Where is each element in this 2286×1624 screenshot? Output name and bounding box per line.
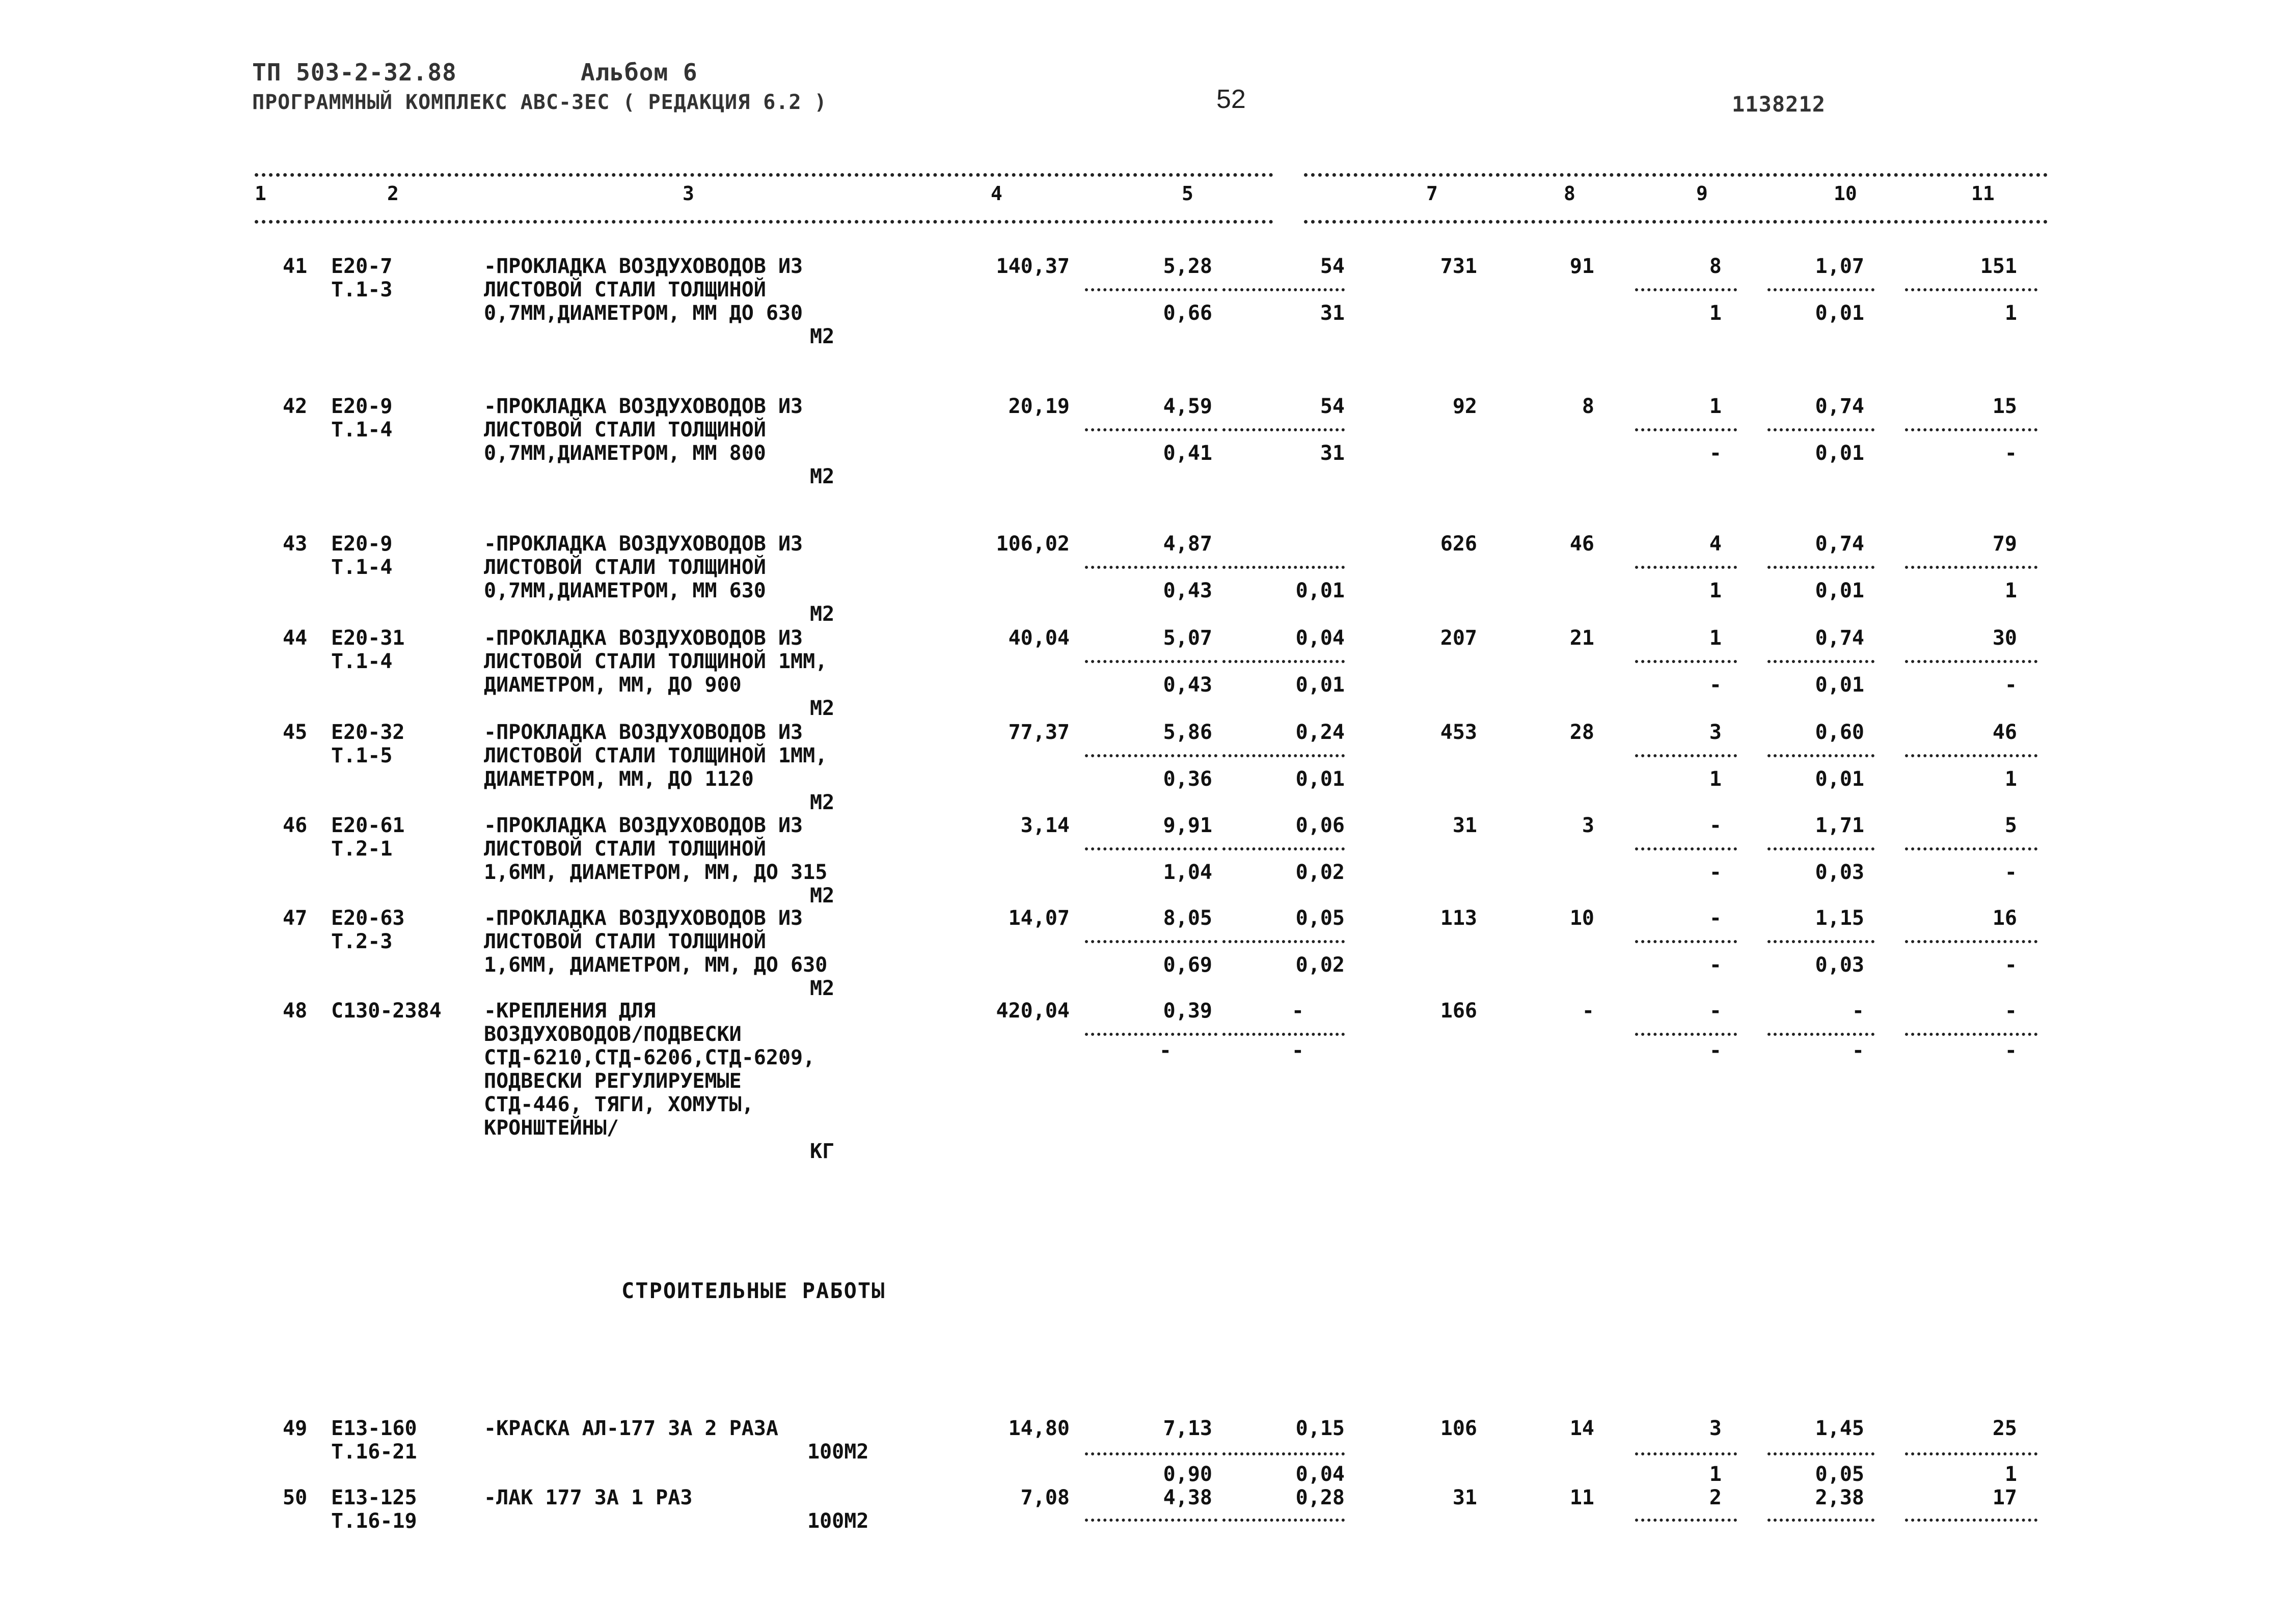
row-col5-bottom: 0,66 [1163,301,1212,325]
row-col7: 207 [1440,626,1477,650]
row-col10-top: 1,07 [1815,255,1864,278]
row-col6-bottom: 31 [1320,301,1345,325]
row-col11-divider [1905,940,2037,943]
row-col5-top: 5,86 [1163,721,1212,744]
row49-sub: Т.16-21 [331,1440,417,1464]
row-col10-divider [1767,566,1874,569]
row49-col6b: 0,04 [1295,1463,1345,1486]
row-col6-top: 54 [1320,395,1345,418]
row48-col6-divider [1222,1033,1345,1036]
row-col11-top: 46 [1992,721,2017,744]
row-col6-divider [1222,847,1345,850]
row50-col9-divider [1635,1519,1737,1522]
row-code: Е20-9 [331,532,393,556]
col-header-5: 5 [1182,182,1193,205]
row49-col9b: 1 [1709,1463,1722,1486]
row-subcode: Т.2-3 [331,930,393,953]
row-col8: 46 [1569,532,1594,556]
row49-col11b: 1 [2004,1463,2017,1486]
row-col10-divider [1767,940,1874,943]
row48-col11a: - [2004,999,2017,1023]
row-col6-bottom: 0,02 [1295,861,1345,884]
row49-col5a: 7,13 [1163,1417,1212,1440]
row-subcode: Т.1-4 [331,650,393,673]
row-col10-bottom: 0,01 [1815,673,1864,697]
album-label: Альбом 6 [581,59,698,86]
row-col11-divider [1905,428,2037,431]
row49-col10-divider [1767,1452,1874,1455]
row-desc-line1: -ПРОКЛАДКА ВОЗДУХОВОДОВ ИЗ [484,532,803,556]
row-col10-divider [1767,754,1874,757]
row-col9-top: - [1709,814,1722,837]
row-col5-top: 4,87 [1163,532,1212,556]
row-col9-bottom: - [1709,861,1722,884]
row-desc-line3: 0,7ММ,ДИАМЕТРОМ, ММ 800 [484,442,766,465]
row-col9-bottom: 1 [1709,767,1722,791]
row-col9-top: 1 [1709,626,1722,650]
row-col9-top: - [1709,906,1722,930]
row48-col6b: - [1291,1039,1304,1062]
row49-col11a: 25 [1992,1417,2017,1440]
row-col11-bottom: 1 [2004,579,2017,602]
doc-code: ТП 503-2-32.88 [252,59,457,86]
row-col7: 92 [1452,395,1477,418]
row48-number: 48 [283,999,308,1023]
row49-col5-divider [1085,1452,1217,1455]
row-col5-bottom: 0,69 [1163,953,1212,977]
row-col11-top: 151 [1980,255,2017,278]
row-desc-line1: -ПРОКЛАДКА ВОЗДУХОВОДОВ ИЗ [484,814,803,837]
row-col10-top: 0,60 [1815,721,1864,744]
row50-code: Е13-125 [331,1486,417,1509]
row-desc-line2: ЛИСТОВОЙ СТАЛИ ТОЛЩИНОЙ [484,418,766,442]
row-col9-divider [1635,660,1737,663]
row50-sub: Т.16-19 [331,1509,417,1533]
row49-col6a: 0,15 [1295,1417,1345,1440]
row50-col5-divider [1085,1519,1217,1522]
row-col7: 626 [1440,532,1477,556]
row-col5-divider [1085,288,1217,291]
row-col10-top: 0,74 [1815,395,1864,418]
row-col6-bottom: 31 [1320,442,1345,465]
page-number: 52 [1216,85,1246,114]
row49-unit: 100М2 [807,1440,869,1464]
row-col9-top: 3 [1709,721,1722,744]
row-col8: 3 [1582,814,1594,837]
row49-col7: 106 [1440,1417,1477,1440]
row50-unit: 100М2 [807,1509,869,1533]
row49-col8: 14 [1569,1417,1594,1440]
row-col6-divider [1222,660,1345,663]
row-col5-divider [1085,754,1217,757]
row50-col11a: 17 [1992,1486,2017,1509]
row-desc-line3: ДИАМЕТРОМ, ММ, ДО 1120 [484,767,754,791]
row49-desc: -КРАСКА АЛ-177 ЗА 2 РАЗА [484,1417,778,1440]
row-code: Е20-61 [331,814,405,837]
header-rule-top-right [1304,173,2048,177]
row48-col10a: - [1852,999,1864,1023]
row-col9-divider [1635,428,1737,431]
row-col6-top: 0,06 [1295,814,1345,837]
row48-col7: 166 [1440,999,1477,1023]
row-desc-line1: -ПРОКЛАДКА ВОЗДУХОВОДОВ ИЗ [484,626,803,650]
row-desc-line1: -ПРОКЛАДКА ВОЗДУХОВОДОВ ИЗ [484,721,803,744]
row-code: Е20-7 [331,255,393,278]
row-subcode: Т.1-5 [331,744,393,767]
row-col5-top: 8,05 [1163,906,1212,930]
row-col11-top: 15 [1992,395,2017,418]
row48-col11-divider [1905,1033,2037,1036]
row-unit: М2 [810,791,835,814]
row-desc-line1: -ПРОКЛАДКА ВОЗДУХОВОДОВ ИЗ [484,395,803,418]
row-col11-divider [1905,754,2037,757]
row48-col4: 420,04 [996,999,1070,1023]
row-col9-top: 8 [1709,255,1722,278]
row-col11-top: 16 [1992,906,2017,930]
row-col11-top: 5 [2004,814,2017,837]
row-desc-line2: ЛИСТОВОЙ СТАЛИ ТОЛЩИНОЙ 1ММ, [484,744,828,767]
row-col9-divider [1635,847,1737,850]
row-col9-top: 4 [1709,532,1722,556]
row-subcode: Т.2-1 [331,837,393,861]
row-code: Е20-32 [331,721,405,744]
row50-col4: 7,08 [1020,1486,1070,1509]
row-col10-bottom: 0,01 [1815,442,1864,465]
col-header-9: 9 [1696,182,1708,205]
header-rule-bottom-right [1304,220,2048,224]
row-col6-divider [1222,566,1345,569]
row48-col10-divider [1767,1033,1874,1036]
row-col6-bottom: 0,01 [1295,767,1345,791]
col-header-3: 3 [683,182,694,205]
row-unit: М2 [810,602,835,626]
row-col11-divider [1905,660,2037,663]
row-col5-bottom: 0,36 [1163,767,1212,791]
col-header-8: 8 [1564,182,1575,205]
row-col11-bottom: 1 [2004,301,2017,325]
row-col9-bottom: - [1709,673,1722,697]
row49-col10a: 1,45 [1815,1417,1864,1440]
row-col9-divider [1635,940,1737,943]
row-number: 43 [283,532,308,556]
row-col6-bottom: 0,01 [1295,579,1345,602]
row49-col5b: 0,90 [1163,1463,1212,1486]
row49-col11-divider [1905,1452,2037,1455]
row-col4: 20,19 [1008,395,1070,418]
row48-desc-line4: ПОДВЕСКИ РЕГУЛИРУЕМЫЕ [484,1069,742,1093]
row50-col6-divider [1222,1519,1345,1522]
document-number: 1138212 [1732,92,1826,117]
row-desc-line1: -ПРОКЛАДКА ВОЗДУХОВОДОВ ИЗ [484,255,803,278]
row-col10-top: 1,15 [1815,906,1864,930]
row-col4: 77,37 [1008,721,1070,744]
row49-code: Е13-160 [331,1417,417,1440]
row-col5-divider [1085,660,1217,663]
row-col5-top: 9,91 [1163,814,1212,837]
row-col10-divider [1767,288,1874,291]
col-header-10: 10 [1834,182,1857,205]
col-header-7: 7 [1426,182,1438,205]
header-rule-bottom-left [255,220,1273,224]
row48-col10b: - [1852,1039,1864,1062]
row-col6-bottom: 0,02 [1295,953,1345,977]
row-col5-top: 5,28 [1163,255,1212,278]
program-label: ПРОГРАММНЫЙ КОМПЛЕКС АВС-ЗЕС ( РЕДАКЦИЯ 6.2 ) [252,91,827,114]
row-col7: 731 [1440,255,1477,278]
row49-col9a: 3 [1709,1417,1722,1440]
row50-col6a: 0,28 [1295,1486,1345,1509]
row-col11-bottom: - [2004,953,2017,977]
row-col5-divider [1085,847,1217,850]
row-number: 41 [283,255,308,278]
row-desc-line3: ДИАМЕТРОМ, ММ, ДО 900 [484,673,742,697]
row-desc-line2: ЛИСТОВОЙ СТАЛИ ТОЛЩИНОЙ [484,556,766,579]
row-col5-top: 5,07 [1163,626,1212,650]
row-col11-bottom: - [2004,673,2017,697]
row-col10-bottom: 0,03 [1815,953,1864,977]
row-col9-bottom: - [1709,953,1722,977]
row-col6-divider [1222,940,1345,943]
row50-desc: -ЛАК 177 ЗА 1 РАЗ [484,1486,693,1509]
row50-col10-divider [1767,1519,1874,1522]
row-col6-bottom: 0,01 [1295,673,1345,697]
row-desc-line3: 1,6ММ, ДИАМЕТРОМ, ММ, ДО 315 [484,861,828,884]
row-col11-bottom: - [2004,442,2017,465]
section-title: СТРОИТЕЛЬНЫЕ РАБОТЫ [621,1278,886,1303]
row50-number: 50 [283,1486,308,1509]
row-col6-top: 0,05 [1295,906,1345,930]
row-col11-top: 79 [1992,532,2017,556]
row-col6-top: 0,24 [1295,721,1345,744]
header-rule-top-left [255,173,1273,177]
col-header-11: 11 [1971,182,1995,205]
row-number: 47 [283,906,308,930]
row-number: 42 [283,395,308,418]
row-desc-line2: ЛИСТОВОЙ СТАЛИ ТОЛЩИНОЙ 1ММ, [484,650,828,673]
row-col5-divider [1085,566,1217,569]
row-col10-divider [1767,428,1874,431]
row48-col5-divider [1085,1033,1217,1036]
row-col9-divider [1635,754,1737,757]
row-col6-divider [1222,754,1345,757]
row-desc-line3: 0,7ММ,ДИАМЕТРОМ, ММ 630 [484,579,766,602]
row-code: Е20-63 [331,906,405,930]
row-col5-top: 4,59 [1163,395,1212,418]
row-col5-bottom: 1,04 [1163,861,1212,884]
row48-col5a: 0,39 [1163,999,1212,1023]
row-col11-divider [1905,566,2037,569]
row49-col9-divider [1635,1452,1737,1455]
row-col5-bottom: 0,43 [1163,673,1212,697]
row-col8: 91 [1569,255,1594,278]
row-col5-bottom: 0,43 [1163,579,1212,602]
row-col10-top: 0,74 [1815,626,1864,650]
row-col11-divider [1905,847,2037,850]
row-col10-bottom: 0,03 [1815,861,1864,884]
col-header-2: 2 [387,182,399,205]
row-col9-divider [1635,566,1737,569]
row-number: 46 [283,814,308,837]
row-col10-bottom: 0,01 [1815,579,1864,602]
row-col5-divider [1085,940,1217,943]
row49-col4: 14,80 [1008,1417,1070,1440]
row-unit: М2 [810,884,835,907]
row-desc-line3: 0,7ММ,ДИАМЕТРОМ, ММ ДО 630 [484,301,803,325]
row-unit: М2 [810,977,835,1000]
row48-unit: КГ [810,1140,835,1163]
row-col8: 28 [1569,721,1594,744]
row-col8: 8 [1582,395,1594,418]
row-col6-top: 54 [1320,255,1345,278]
row-col6-divider [1222,428,1345,431]
row48-col9b: - [1709,1039,1722,1062]
row48-col5b: - [1159,1039,1172,1062]
row-col10-divider [1767,847,1874,850]
row-desc-line2: ЛИСТОВОЙ СТАЛИ ТОЛЩИНОЙ [484,837,766,861]
row-col9-bottom: 1 [1709,579,1722,602]
row-desc-line1: -ПРОКЛАДКА ВОЗДУХОВОДОВ ИЗ [484,906,803,930]
row-col9-bottom: 1 [1709,301,1722,325]
row-col5-divider [1085,428,1217,431]
row48-col8: - [1582,999,1594,1023]
row48-desc-line6: КРОНШТЕЙНЫ/ [484,1116,619,1140]
row-col7: 31 [1452,814,1477,837]
row-col11-top: 30 [1992,626,2017,650]
row-subcode: Т.1-4 [331,556,393,579]
row-col11-divider [1905,288,2037,291]
row-number: 45 [283,721,308,744]
row-col6-top: 0,04 [1295,626,1345,650]
row-col10-bottom: 0,01 [1815,767,1864,791]
row-col10-divider [1767,660,1874,663]
row-col6-divider [1222,288,1345,291]
row48-desc-line1: -КРЕПЛЕНИЯ ДЛЯ [484,999,656,1023]
row-number: 44 [283,626,308,650]
row-col10-top: 1,71 [1815,814,1864,837]
row-code: Е20-9 [331,395,393,418]
row-subcode: Т.1-4 [331,418,393,442]
row50-col11-divider [1905,1519,2037,1522]
row-col7: 113 [1440,906,1477,930]
row48-desc-line3: СТД-6210,СТД-6206,СТД-6209, [484,1046,815,1069]
row-desc-line2: ЛИСТОВОЙ СТАЛИ ТОЛЩИНОЙ [484,278,766,301]
row-col9-bottom: - [1709,442,1722,465]
row49-col10b: 0,05 [1815,1463,1864,1486]
row-col4: 40,04 [1008,626,1070,650]
row-col7: 453 [1440,721,1477,744]
row-col5-bottom: 0,41 [1163,442,1212,465]
row-col9-top: 1 [1709,395,1722,418]
row-code: Е20-31 [331,626,405,650]
row-col8: 21 [1569,626,1594,650]
row48-col6a: - [1291,999,1304,1023]
row-desc-line3: 1,6ММ, ДИАМЕТРОМ, ММ, ДО 630 [484,953,828,977]
row-col4: 3,14 [1020,814,1070,837]
row48-code: С130-2384 [331,999,442,1023]
row-desc-line2: ЛИСТОВОЙ СТАЛИ ТОЛЩИНОЙ [484,930,766,953]
row-unit: М2 [810,697,835,720]
row-col10-top: 0,74 [1815,532,1864,556]
row48-desc-line5: СТД-446, ТЯГИ, ХОМУТЫ, [484,1093,754,1116]
row50-col10a: 2,38 [1815,1486,1864,1509]
row-col11-bottom: - [2004,861,2017,884]
row48-col9-divider [1635,1033,1737,1036]
row48-col9a: - [1709,999,1722,1023]
col-header-4: 4 [991,182,1002,205]
row-unit: М2 [810,325,835,348]
row-col10-bottom: 0,01 [1815,301,1864,325]
row-col4: 14,07 [1008,906,1070,930]
row50-col8: 11 [1569,1486,1594,1509]
row-col9-divider [1635,288,1737,291]
row49-number: 49 [283,1417,308,1440]
row49-col6-divider [1222,1452,1345,1455]
row-unit: М2 [810,465,835,488]
row-col8: 10 [1569,906,1594,930]
row48-col11b: - [2004,1039,2017,1062]
row-subcode: Т.1-3 [331,278,393,301]
row48-desc-line2: ВОЗДУХОВОДОВ/ПОДВЕСКИ [484,1023,742,1046]
row-col4: 140,37 [996,255,1070,278]
row50-col5a: 4,38 [1163,1486,1212,1509]
row-col11-bottom: 1 [2004,767,2017,791]
row50-col7: 31 [1452,1486,1477,1509]
col-header-1: 1 [255,182,266,205]
row-col4: 106,02 [996,532,1070,556]
row50-col9a: 2 [1709,1486,1722,1509]
